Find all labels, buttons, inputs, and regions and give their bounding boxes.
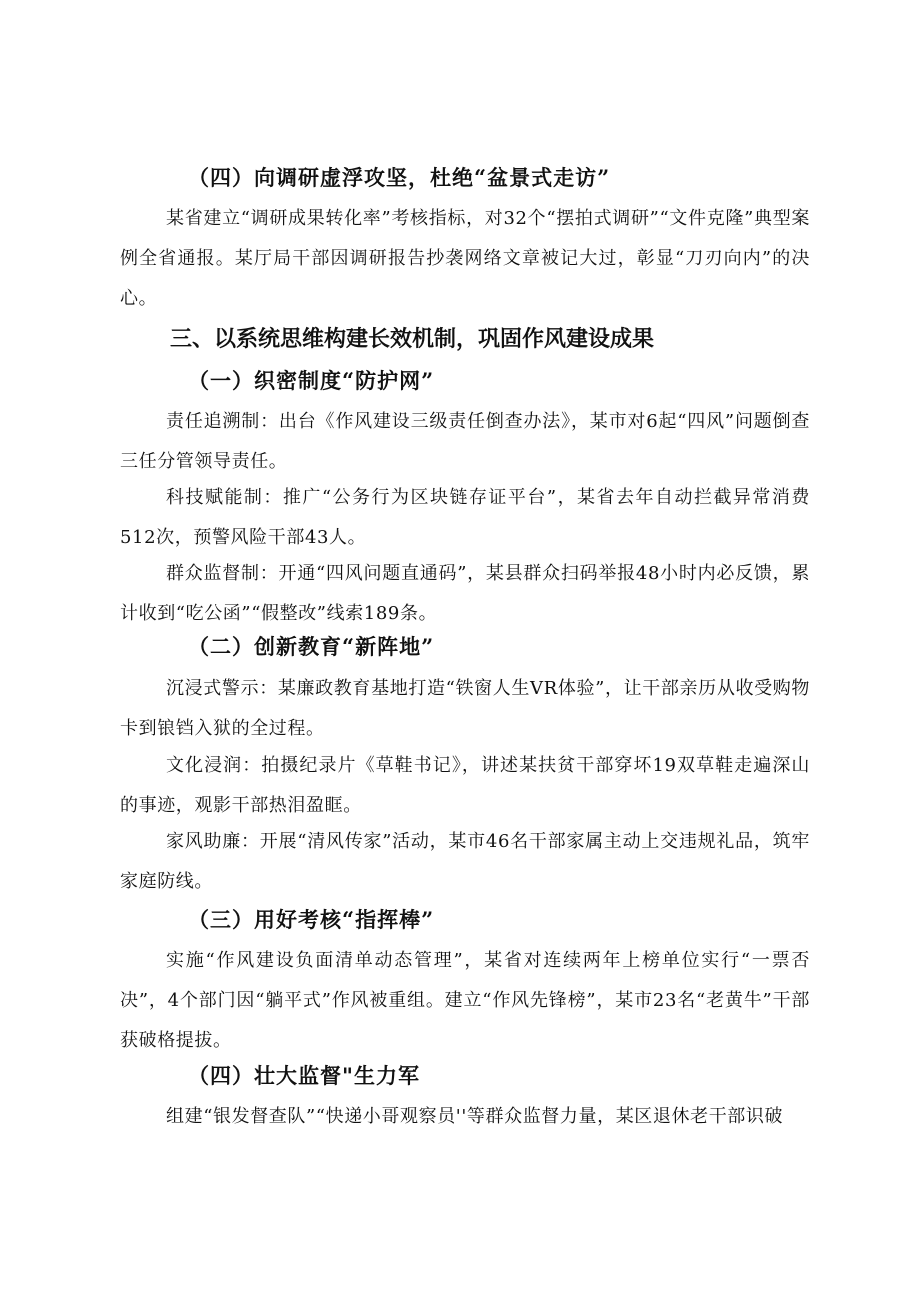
subheading-1-system: （一）织密制度“防护网” — [188, 368, 435, 393]
subheading-3-assessment: （三）用好考核“指挥棒” — [188, 907, 435, 932]
paragraph-research-assessment: 某省建立“调研成果转化率”考核指标，对32个“摆拍式调研”“文件克隆”典型案例全省通报。某厅局干部因调研报告抄袭网络文章被记大过，彰显“刀刃向内”的决心。 — [120, 208, 810, 309]
paragraph-technology: 科技赋能制：推广“公务行为区块链存证平台”，某省去年自动拦截异常消费512次，预警风险干部43人。 — [120, 487, 810, 548]
paragraph-negative-list: 实施“作风建设负面清单动态管理”，某省对连续两年上榜单位实行“一票否决”，4个部门因“躺平式”作风被重组。建立“作风先锋榜”，某市23名“老黄牛”干部获破格提拔。 — [120, 950, 810, 1051]
subheading-2-education: （二）创新教育“新阵地” — [188, 634, 435, 659]
paragraph-silver-inspectors: 组建“银发督查队”“快递小哥观察员''等群众监督力量，某区退休老干部识破 — [166, 1106, 784, 1127]
paragraph-immersive-warning: 沉浸式警示：某廉政教育基地打造“铁窗人生VR体验”，让干部亲历从收受购物卡到锒铛入狱的全过程。 — [120, 678, 810, 739]
paragraph-responsibility: 责任追溯制：出台《作风建设三级责任倒查办法》，某市对6起“四风”问题倒查三任分管领导责任。 — [120, 411, 810, 472]
subheading-4-supervision: （四）壮大监督"生力军 — [188, 1063, 420, 1088]
paragraph-public-supervision: 群众监督制：开通“四风问题直通码”，某县群众扫码举报48小时内必反馈，累计收到“吃公函”“假整改”线索189条。 — [120, 563, 810, 624]
paragraph-family: 家风助廉：开展“清风传家”活动，某市46名干部家属主动上交违规礼品，筑牢家庭防线。 — [120, 831, 810, 892]
section-heading-3: 三、以系统思维构建长效机制，巩固作风建设成果 — [170, 327, 655, 352]
paragraph-culture: 文化浸润：拍摄纪录片《草鞋书记》，讲述某扶贫干部穿坏19双草鞋走遍深山的事迹，观影干部热泪盈眶。 — [120, 755, 810, 816]
subheading-4-research: （四）向调研虚浮攻坚，杜绝“盆景式走访” — [188, 165, 611, 190]
